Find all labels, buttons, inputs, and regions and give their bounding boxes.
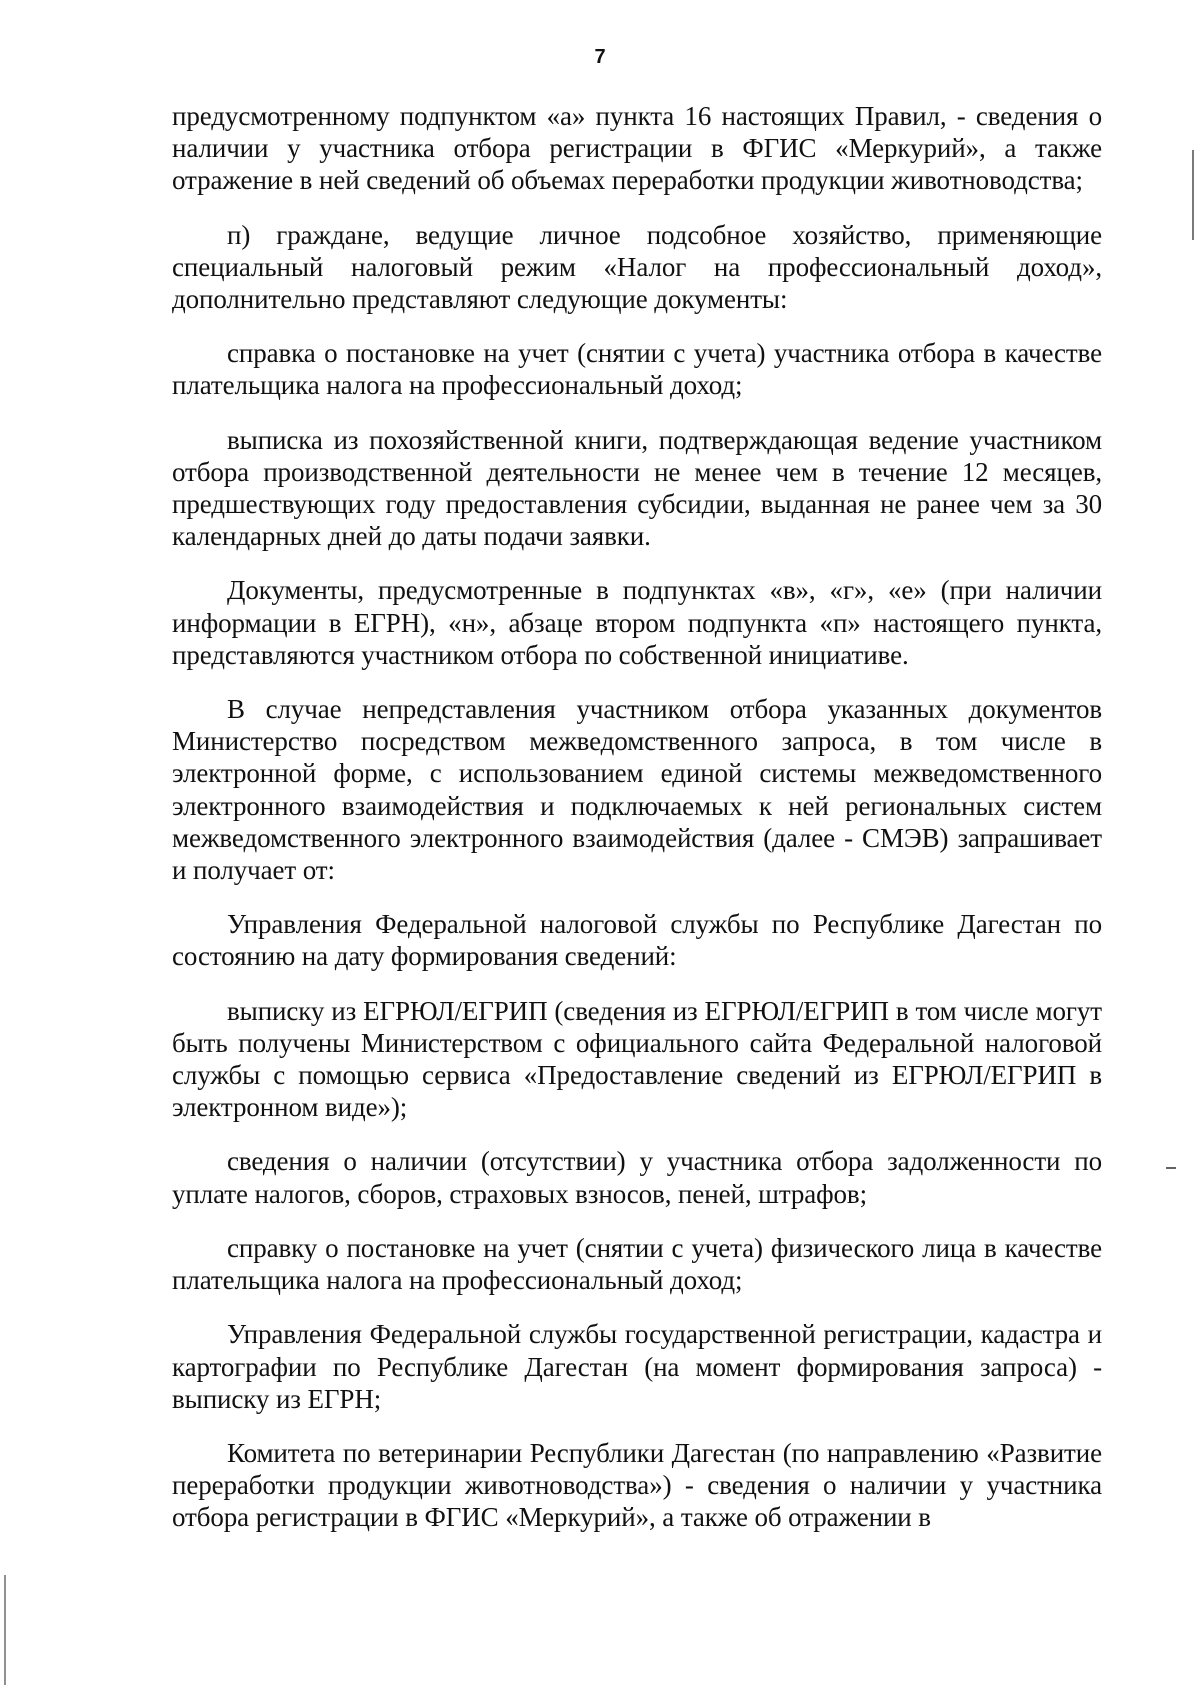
paragraph-household-book: выписка из похозяйственной книги, подтверждающая ведение участником отбора производственной деятельности не менее чем в течение 12 месяцев, предшествующих году предоставления субсидии, выданная не ранее чем за 30 календарных дней до даты подачи заявки. bbox=[172, 424, 1102, 552]
paragraph-rosreestr: Управления Федеральной службы государственной регистрации, кадастра и картографии по Республике Дагестан (на момент формирования запроса) - выписку из ЕГРН; bbox=[172, 1319, 1102, 1414]
scan-mark-left bbox=[4, 1575, 6, 1685]
paragraph-item-p: п) граждане, ведущие личное подсобное хозяйство, применяющие специальный налоговый режим «Налог на профессиональный доход», дополнительно представляют следующие документы: bbox=[172, 219, 1102, 315]
paragraph-smev-request: В случае непредставления участником отбора указанных документов Министерство посредством межведомственного запроса, в том числе в электронной форме, с использованием единой системы межведомственного электронного взаимодействия и подключаемых к ней региональных систем межведомственного электронного взаимодействия (далее - СМЭВ) запрашивает и получает от: bbox=[172, 694, 1102, 886]
paragraph-debt-info: сведения о наличии (отсутствии) у участника отбора задолженности по уплате налогов, сборов, страховых взносов, пеней, штрафов; bbox=[172, 1146, 1102, 1209]
paragraph-own-initiative: Документы, предусмотренные в подпунктах «в», «г», «е» (при наличии информации в ЕГРН), «н», абзаце втором подпункта «п» настоящего пункта, представляются участником отбора по собственной инициативе. bbox=[172, 575, 1102, 670]
paragraph-egrul-extract: выписку из ЕГРЮЛ/ЕГРИП (сведения из ЕГРЮЛ/ЕГРИП в том числе могут быть получены Министерством с официального сайта Федеральной налоговой службы с помощью сервиса «Предоставление сведений из ЕГРЮЛ/ЕГРИП в электронном виде»); bbox=[172, 995, 1102, 1123]
document-body bbox=[172, 100, 1102, 1556]
paragraph-tax-certificate: справка о постановке на учет (снятии с учета) участника отбора в качестве плательщика налога на профессиональный доход; bbox=[172, 338, 1102, 401]
paragraph-continuation: предусмотренному подпунктом «а» пункта 16 настоящих Правил, - сведения о наличии у участника отбора регистрации в ФГИС «Меркурий», а также отражение в ней сведений об объемах переработки продукции животноводства; bbox=[172, 101, 1102, 196]
paragraph-individual-tax: справку о постановке на учет (снятии с учета) физического лица в качестве плательщика налога на профессиональный доход; bbox=[172, 1232, 1102, 1296]
page-number: 7 bbox=[594, 46, 606, 68]
scan-mark-right bbox=[1192, 150, 1194, 240]
paragraph-tax-service: Управления Федеральной налоговой службы по Республике Дагестан по состоянию на дату формирования сведений: bbox=[172, 909, 1102, 972]
scan-speck-right bbox=[1166, 1167, 1176, 1169]
paragraph-veterinary: Комитета по ветеринарии Республики Дагестан (по направлению «Развитие переработки продукции животноводства») - сведения о наличии у участника отбора регистрации в ФГИС «Меркурий», а также об отражении в bbox=[172, 1437, 1102, 1533]
